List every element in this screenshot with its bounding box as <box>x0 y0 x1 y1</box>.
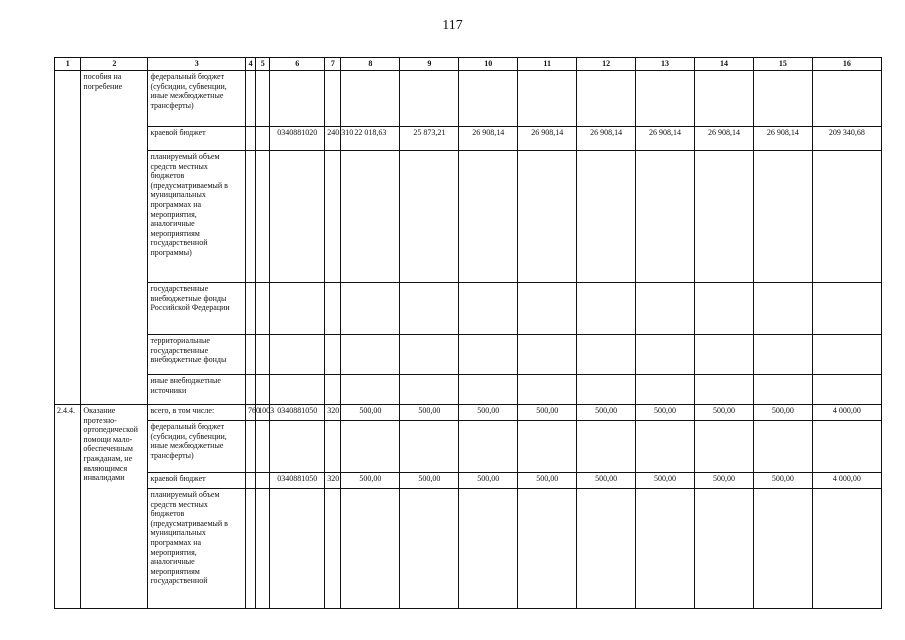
amount-cell <box>341 283 400 335</box>
code-c6 <box>270 151 325 283</box>
amount-cell: 4 000,00 <box>812 405 881 421</box>
funding-source: планируемый объем средств местных бюджетов (предусматриваемый в муниципальных программах на мероприятия, аналогичные мероприятиям государственной <box>148 489 246 609</box>
table-row <box>55 71 882 127</box>
code-c5 <box>256 151 270 283</box>
amount-cell: 26 908,14 <box>636 127 695 151</box>
amount-cell: 26 908,14 <box>695 127 754 151</box>
header-cell: 2 <box>81 58 148 71</box>
funding-source: краевой бюджет <box>148 127 246 151</box>
amount-cell <box>577 335 636 375</box>
code-c4 <box>245 489 255 609</box>
amount-cell <box>341 335 400 375</box>
code-c7 <box>325 489 341 609</box>
amount-cell <box>459 335 518 375</box>
table-row <box>55 283 882 335</box>
header-row <box>55 58 882 71</box>
code-c6 <box>270 335 325 375</box>
amount-cell: 500,00 <box>695 405 754 421</box>
page-number: 117 <box>442 18 463 33</box>
code-c4 <box>245 71 255 127</box>
code-c7 <box>325 421 341 473</box>
amount-cell <box>636 71 695 127</box>
amount-cell: 500,00 <box>577 405 636 421</box>
amount-cell: 500,00 <box>400 405 459 421</box>
amount-cell <box>695 151 754 283</box>
amount-cell <box>753 489 812 609</box>
amount-cell <box>636 421 695 473</box>
code-c6 <box>270 421 325 473</box>
table-row <box>55 405 882 421</box>
code-c7: 240 310 <box>325 127 341 151</box>
amount-cell <box>400 283 459 335</box>
code-c5 <box>256 421 270 473</box>
code-c4 <box>245 127 255 151</box>
amount-cell <box>518 151 577 283</box>
code-c6: 0340881050 <box>270 473 325 489</box>
header-cell: 8 <box>341 58 400 71</box>
header-cell: 7 <box>325 58 341 71</box>
activity-name: Оказание протезно-ортопедической помощи мало-обеспеченным гражданам, не являющимся инвалидами <box>81 405 148 609</box>
amount-cell: 500,00 <box>341 473 400 489</box>
amount-cell: 500,00 <box>459 405 518 421</box>
code-c4 <box>245 421 255 473</box>
amount-cell <box>812 151 881 283</box>
amount-cell <box>753 71 812 127</box>
amount-cell <box>812 489 881 609</box>
code-c4: 760 <box>245 405 255 421</box>
code-c6: 0340881020 <box>270 127 325 151</box>
amount-cell <box>518 283 577 335</box>
code-c7 <box>325 375 341 405</box>
amount-cell <box>695 71 754 127</box>
amount-cell: 25 873,21 <box>400 127 459 151</box>
amount-cell: 22 018,63 <box>341 127 400 151</box>
amount-cell <box>518 71 577 127</box>
amount-cell: 26 908,14 <box>753 127 812 151</box>
amount-cell <box>341 151 400 283</box>
amount-cell <box>400 489 459 609</box>
amount-cell <box>812 283 881 335</box>
amount-cell: 500,00 <box>753 473 812 489</box>
amount-cell: 26 908,14 <box>518 127 577 151</box>
amount-cell: 26 908,14 <box>459 127 518 151</box>
amount-cell <box>577 375 636 405</box>
row-number <box>55 71 81 405</box>
funding-source: краевой бюджет <box>148 473 246 489</box>
amount-cell <box>577 489 636 609</box>
code-c6: 0340881050 <box>270 405 325 421</box>
amount-cell <box>518 375 577 405</box>
amount-cell <box>753 421 812 473</box>
amount-cell <box>459 151 518 283</box>
funding-source: всего, в том числе: <box>148 405 246 421</box>
amount-cell: 500,00 <box>636 473 695 489</box>
table-row <box>55 127 882 151</box>
amount-cell: 500,00 <box>636 405 695 421</box>
amount-cell <box>577 283 636 335</box>
amount-cell <box>341 375 400 405</box>
code-c4 <box>245 473 255 489</box>
table-row <box>55 375 882 405</box>
amount-cell <box>753 375 812 405</box>
header-cell: 13 <box>636 58 695 71</box>
amount-cell <box>636 151 695 283</box>
header-cell: 11 <box>518 58 577 71</box>
row-number: 2.4.4. <box>55 405 81 609</box>
code-c4 <box>245 151 255 283</box>
funding-source: территориальные государственные внебюджетные фонды <box>148 335 246 375</box>
code-c6 <box>270 283 325 335</box>
code-c5 <box>256 71 270 127</box>
amount-cell <box>636 375 695 405</box>
amount-cell <box>400 421 459 473</box>
header-cell: 6 <box>270 58 325 71</box>
amount-cell: 500,00 <box>695 473 754 489</box>
table-row <box>55 151 882 283</box>
amount-cell <box>695 335 754 375</box>
amount-cell <box>577 151 636 283</box>
amount-cell <box>459 71 518 127</box>
header-cell: 9 <box>400 58 459 71</box>
code-c5 <box>256 489 270 609</box>
amount-cell: 500,00 <box>459 473 518 489</box>
header-cell: 5 <box>256 58 270 71</box>
amount-cell <box>812 335 881 375</box>
amount-cell <box>341 71 400 127</box>
activity-name: пособия на погребение <box>81 71 148 405</box>
amount-cell: 500,00 <box>577 473 636 489</box>
amount-cell: 26 908,14 <box>577 127 636 151</box>
code-c5 <box>256 375 270 405</box>
code-c7: 320 <box>325 405 341 421</box>
table-row <box>55 421 882 473</box>
header-cell: 3 <box>148 58 246 71</box>
amount-cell <box>636 489 695 609</box>
code-c5 <box>256 335 270 375</box>
funding-source: иные внебюджетные источники <box>148 375 246 405</box>
code-c4 <box>245 283 255 335</box>
amount-cell <box>812 421 881 473</box>
amount-cell <box>518 489 577 609</box>
amount-cell <box>518 335 577 375</box>
code-c7 <box>325 335 341 375</box>
amount-cell <box>812 375 881 405</box>
amount-cell <box>400 71 459 127</box>
code-c5 <box>256 127 270 151</box>
amount-cell <box>459 489 518 609</box>
amount-cell: 500,00 <box>518 473 577 489</box>
code-c7 <box>325 71 341 127</box>
budget-table <box>54 57 882 609</box>
amount-cell: 209 340,68 <box>812 127 881 151</box>
funding-source: федеральный бюджет (субсидии, субвенции, иные межбюджетные трансферты) <box>148 71 246 127</box>
amount-cell <box>812 71 881 127</box>
header-cell: 4 <box>245 58 255 71</box>
header-cell: 16 <box>812 58 881 71</box>
amount-cell <box>695 283 754 335</box>
amount-cell <box>341 489 400 609</box>
code-c7 <box>325 283 341 335</box>
code-c6 <box>270 489 325 609</box>
header-cell: 1 <box>55 58 81 71</box>
table-row <box>55 335 882 375</box>
amount-cell <box>341 421 400 473</box>
amount-cell <box>753 151 812 283</box>
amount-cell: 500,00 <box>753 405 812 421</box>
code-c4 <box>245 335 255 375</box>
amount-cell <box>459 283 518 335</box>
amount-cell <box>400 375 459 405</box>
header-cell: 12 <box>577 58 636 71</box>
amount-cell <box>400 335 459 375</box>
amount-cell <box>459 421 518 473</box>
amount-cell: 500,00 <box>518 405 577 421</box>
amount-cell <box>695 375 754 405</box>
code-c5 <box>256 473 270 489</box>
amount-cell <box>400 151 459 283</box>
amount-cell <box>518 421 577 473</box>
header-cell: 10 <box>459 58 518 71</box>
amount-cell <box>459 375 518 405</box>
funding-source: планируемый объем средств местных бюджетов (предусматриваемый в муниципальных программах на мероприятия, аналогичные мероприятиям государственной программы) <box>148 151 246 283</box>
amount-cell <box>695 421 754 473</box>
amount-cell <box>753 335 812 375</box>
amount-cell: 4 000,00 <box>812 473 881 489</box>
funding-source: государственные внебюджетные фонды Российской Федерации <box>148 283 246 335</box>
amount-cell <box>695 489 754 609</box>
code-c5 <box>256 283 270 335</box>
code-c7: 320 <box>325 473 341 489</box>
table-row <box>55 489 882 609</box>
header-cell: 15 <box>753 58 812 71</box>
header-cell: 14 <box>695 58 754 71</box>
amount-cell <box>577 71 636 127</box>
code-c7 <box>325 151 341 283</box>
table-row <box>55 473 882 489</box>
amount-cell <box>636 283 695 335</box>
code-c4 <box>245 375 255 405</box>
code-c6 <box>270 71 325 127</box>
amount-cell <box>636 335 695 375</box>
amount-cell <box>577 421 636 473</box>
code-c6 <box>270 375 325 405</box>
amount-cell: 500,00 <box>341 405 400 421</box>
funding-source: федеральный бюджет (субсидии, субвенции, иные межбюджетные трансферты) <box>148 421 246 473</box>
amount-cell: 500,00 <box>400 473 459 489</box>
amount-cell <box>753 283 812 335</box>
code-c5: 1003 <box>256 405 270 421</box>
